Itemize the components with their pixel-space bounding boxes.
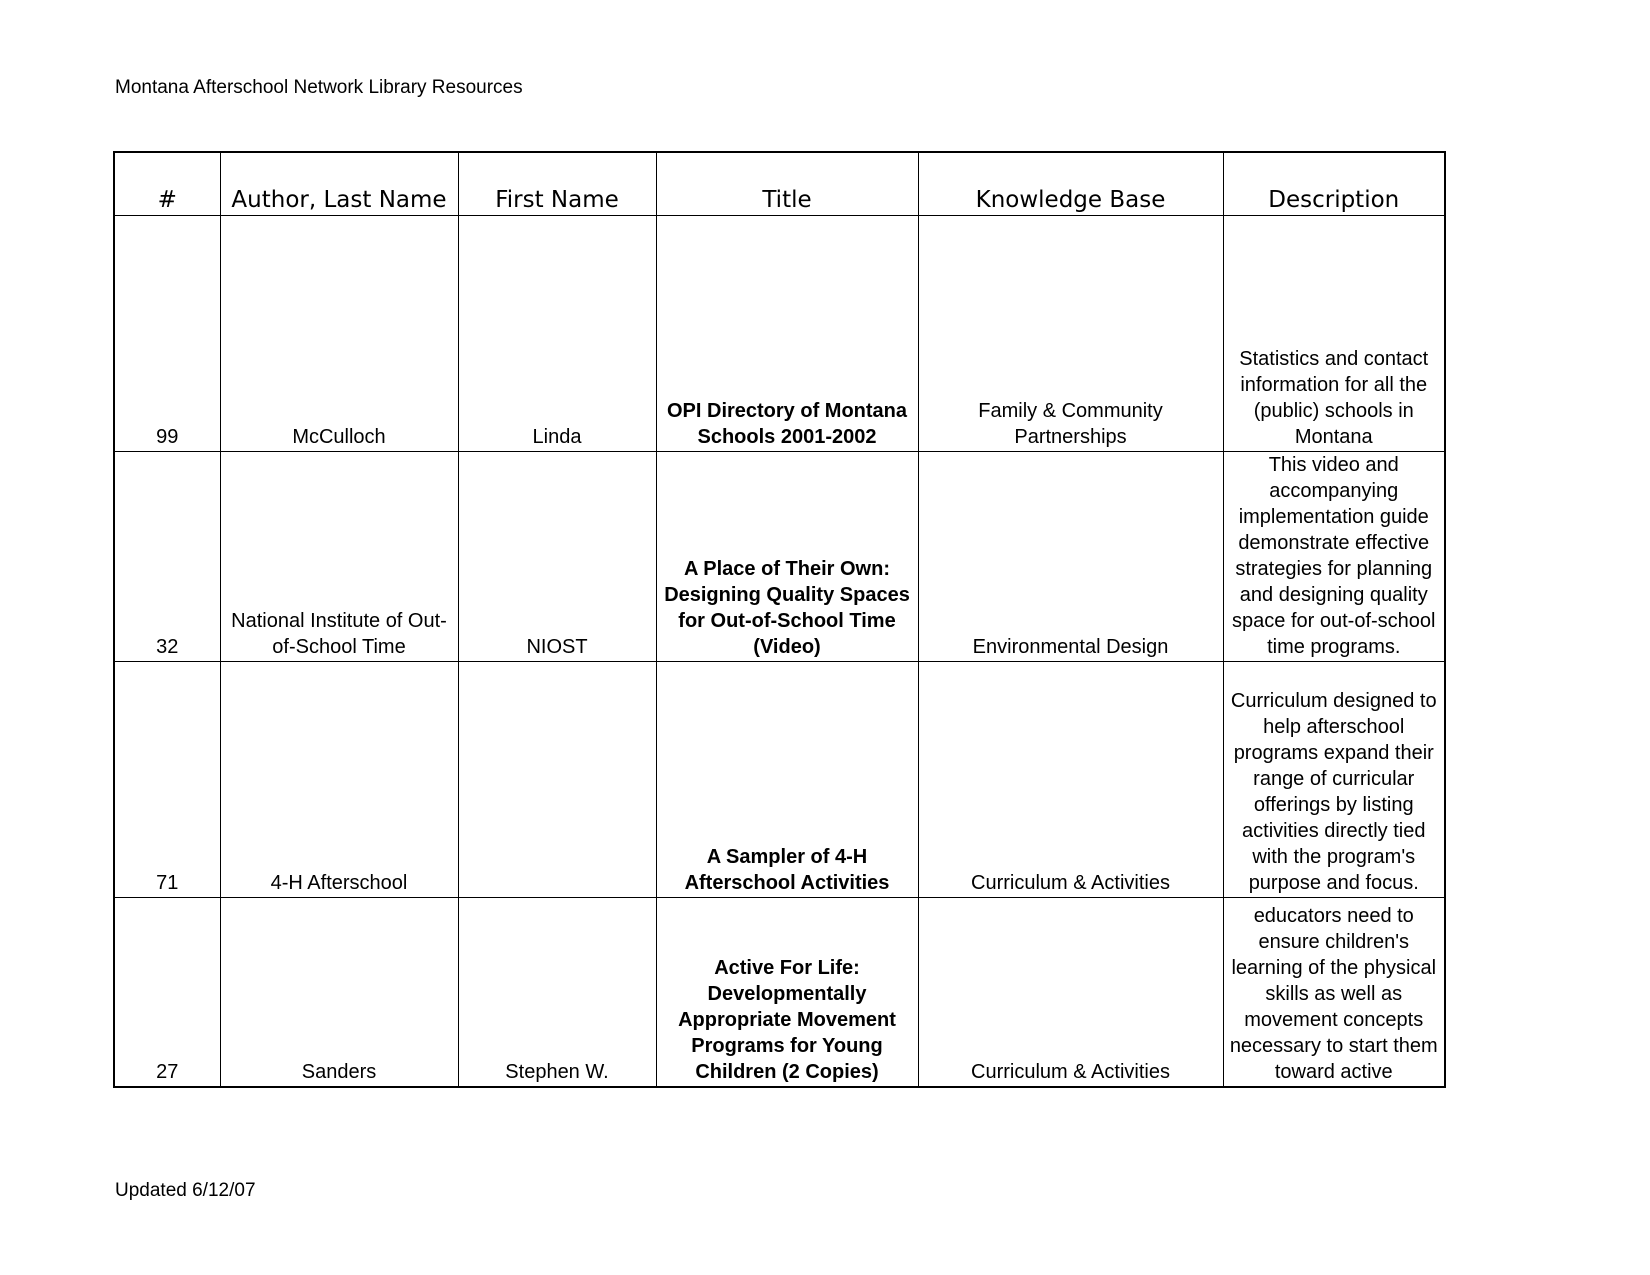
cell-description: Statistics and contact information for all the (public) schools in Montana <box>1223 216 1445 452</box>
cell-knowledge-base: Curriculum & Activities <box>918 898 1223 1088</box>
table-row <box>114 898 1445 1088</box>
cell-title: Active For Life: Developmentally Appropriate Movement Programs for Young Children (2 Copies) <box>656 898 918 1088</box>
cell-first-name: Linda <box>458 216 656 452</box>
cell-number: 27 <box>114 898 220 1088</box>
updated-date: Updated 6/12/07 <box>115 1180 256 1201</box>
cell-title: A Sampler of 4-H Afterschool Activities <box>656 662 918 898</box>
cell-author-last-name: McCulloch <box>220 216 458 452</box>
page-title: Montana Afterschool Network Library Resources <box>115 77 523 98</box>
cell-description-text: educators need to ensure children's learning of the physical skills as well as movement concepts necessary to start them toward active <box>1229 905 1438 1083</box>
cell-description: Curriculum designed to help afterschool programs expand their range of curricular offerings by listing activities directly tied with the program's purpose and focus. <box>1223 662 1445 898</box>
cell-title: OPI Directory of Montana Schools 2001-2002 <box>656 216 918 452</box>
column-header-knowledge-base: Knowledge Base <box>918 152 1223 216</box>
cell-title: A Place of Their Own: Designing Quality Spaces for Out-of-School Time (Video) <box>656 452 918 662</box>
library-resources-table <box>113 151 1446 1088</box>
cell-description <box>1223 898 1445 1088</box>
cell-author-last-name: Sanders <box>220 898 458 1088</box>
table-row <box>114 452 1445 662</box>
cell-first-name: Stephen W. <box>458 898 656 1088</box>
table-header-row <box>114 152 1445 216</box>
cell-number: 32 <box>114 452 220 662</box>
cell-description: This video and accompanying implementation guide demonstrate effective strategies for planning and designing quality space for out-of-school time programs. <box>1223 452 1445 662</box>
cell-first-name: NIOST <box>458 452 656 662</box>
cell-knowledge-base: Family & Community Partnerships <box>918 216 1223 452</box>
cell-number: 71 <box>114 662 220 898</box>
column-header-description: Description <box>1223 152 1445 216</box>
cell-knowledge-base: Environmental Design <box>918 452 1223 662</box>
cell-author-last-name: National Institute of Out-of-School Time <box>220 452 458 662</box>
table-row <box>114 216 1445 452</box>
column-header-title: Title <box>656 152 918 216</box>
cell-knowledge-base: Curriculum & Activities <box>918 662 1223 898</box>
cell-author-last-name: 4-H Afterschool <box>220 662 458 898</box>
column-header-author-last-name: Author, Last Name <box>220 152 458 216</box>
cell-first-name <box>458 662 656 898</box>
table-row <box>114 662 1445 898</box>
column-header-number: # <box>114 152 220 216</box>
cell-number: 99 <box>114 216 220 452</box>
column-header-first-name: First Name <box>458 152 656 216</box>
